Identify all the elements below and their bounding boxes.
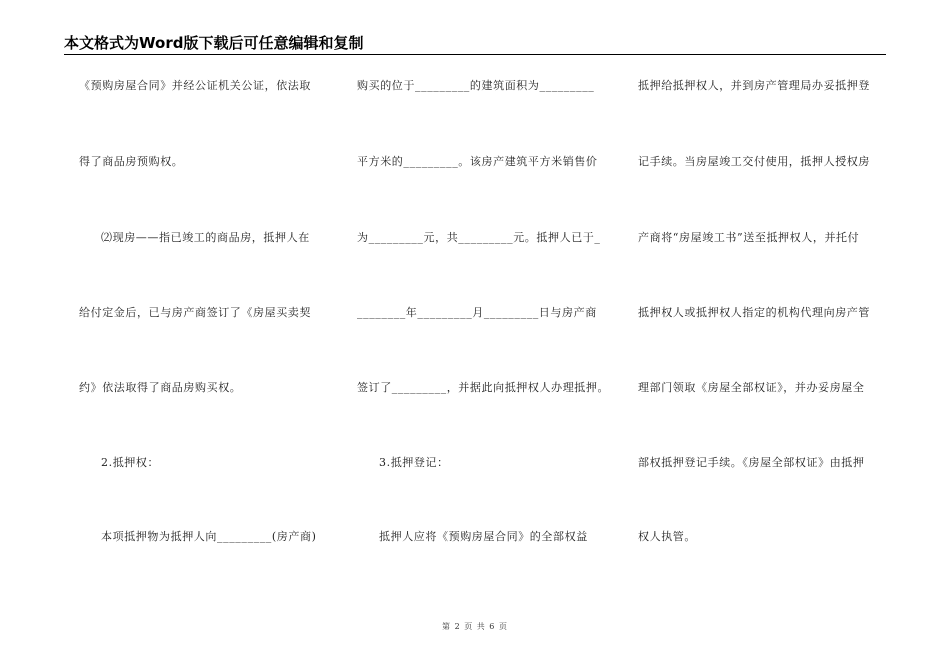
- text-column-3: [638, 0, 908, 600]
- text-line: 产商将“房屋竣工书”送至抵押权人，并托付: [638, 231, 860, 244]
- section-heading: 3.抵押登记：: [379, 456, 449, 469]
- text-line: 《预购房屋合同》并经公证机关公证，依法取: [79, 79, 311, 92]
- text-line: 理部门领取《房屋全部权证》，并办妥房屋全: [638, 381, 865, 394]
- text-line: 抵押权人或抵押权人指定的机构代理向房产管: [638, 306, 870, 319]
- page-number: 第 2 页 共 6 页: [442, 622, 508, 631]
- text-line: 抵押人应将《预购房屋合同》的全部权益: [379, 530, 588, 543]
- text-line: 为_________元，共_________元。抵押人已于_: [357, 231, 601, 244]
- text-line: 购买的位于_________的建筑面积为_________: [357, 79, 595, 92]
- text-line: ⑵现房——指已竣工的商品房，抵押人在: [101, 231, 310, 244]
- text-line: 得了商品房预购权。: [79, 155, 184, 168]
- text-line: 给付定金后，已与房产商签订了《房屋买卖契: [79, 306, 311, 319]
- text-column-1: [79, 0, 349, 600]
- text-line: 本项抵押物为抵押人向_________(房产商): [101, 530, 317, 543]
- text-line: 签订了_________，并据此向抵押权人办理抵押。: [357, 381, 610, 394]
- text-line: ________年_________月_________日与房产商: [357, 306, 597, 319]
- text-column-2: [357, 0, 627, 600]
- text-line: 记手续。当房屋竣工交付使用，抵押人授权房: [638, 155, 870, 168]
- text-line: 平方米的_________。该房产建筑平方米销售价: [357, 155, 598, 168]
- text-line: 权人执管。: [638, 530, 696, 543]
- text-line: 约》依法取得了商品房购买权。: [79, 381, 242, 394]
- text-line: 抵押给抵押权人，并到房产管理局办妥抵押登: [638, 79, 870, 92]
- text-line: 部权抵押登记手续。《房屋全部权证》由抵押: [638, 456, 865, 469]
- section-heading: 2.抵押权：: [101, 456, 160, 469]
- header-title: 本文格式为Word版下载后可任意编辑和复制: [64, 34, 364, 52]
